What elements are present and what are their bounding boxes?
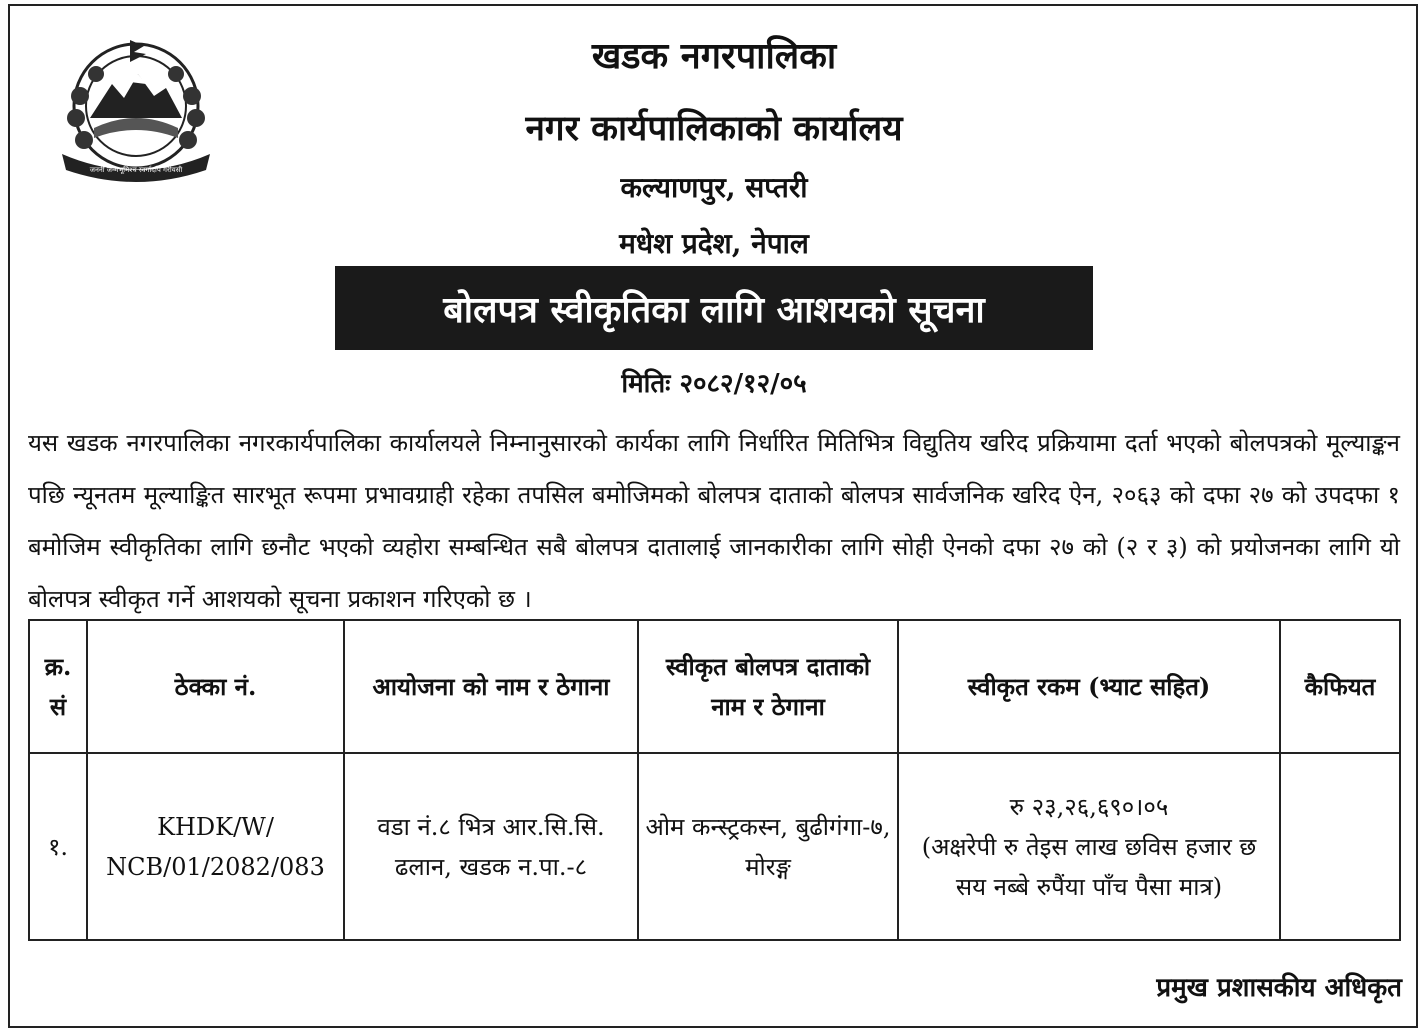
cell-contract: KHDK/W/ NCB/01/2082/083 (87, 753, 344, 940)
cell-amount (898, 753, 1280, 940)
col-header-contract: ठेक्का नं. (87, 620, 344, 753)
bid-acceptance-table (28, 619, 1401, 941)
notice-title-banner (335, 266, 1093, 350)
amount-in-words: (अक्षरेपी रु तेइस लाख छविस हजार छ सय नब्बे रुपैंया पाँच पैसा मात्र) (921, 832, 1257, 901)
col-header-project: आयोजना को नाम र ठेगाना (344, 620, 638, 753)
office-location: कल्याणपुर, सप्तरी (620, 171, 808, 204)
notice-date: मितिः २०८२/१२/०५ (621, 369, 807, 399)
table-header-row (29, 620, 1400, 753)
office-name: नगर कार्यपालिकाको कार्यालय (525, 108, 903, 149)
svg-text:जननी जन्मभूमिश्च स्वर्गादपि गर: जननी जन्मभूमिश्च स्वर्गादपि गरीयसी (89, 166, 183, 174)
cell-remarks (1280, 753, 1400, 940)
notice-body: यस खडक नगरपालिका नगरकार्यपालिका कार्यालयले निम्नानुसारको कार्यका लागि निर्धारित मितिभित्र विद्युतिय खरिद प्रक्रियामा दर्ता भएको बोलपत्रको मूल्याङ्कन पछि न्यूनतम मूल्याङ्कित सारभूत रूपमा प्रभावग्राही रहेका तपसिल बमोजिमको बोलपत्र दाताको बोलपत्र सार्वजनिक खरिद ऐन, २०६३ को दफा २७ को उपदफा १ बमोजिम स्वीकृतिका लागि छनौट भएको व्यहोरा सम्बन्धित सबै बोलपत्र दातालाई जानकारीका लागि सोही ऐनको दफा २७ को (२ र ३) को प्रयोजनका लागि यो बोलपत्र स्वीकृत गर्ने आशयको सूचना प्रकाशन गरिएको छ । (28, 429, 1400, 613)
municipality-name: खडक नगरपालिका (591, 35, 837, 77)
table-row (29, 753, 1400, 940)
signatory-title: प्रमुख प्रशासकीय अधिकृत (1156, 973, 1402, 1003)
col-header-amount: स्वीकृत रकम (भ्याट सहित) (898, 620, 1280, 753)
cell-bidder: ओम कन्स्ट्रकस्न, बुढीगंगा-७, मोरङ्ग (638, 753, 898, 940)
col-header-sn: क्र. सं (29, 620, 87, 753)
cell-sn: १. (29, 753, 87, 940)
cell-project: वडा नं.८ भित्र आर.सि.सि. ढलान, खडक न.पा.-८ (344, 753, 638, 940)
notice-title: बोलपत्र स्वीकृतिका लागि आशयको सूचना (443, 288, 985, 331)
col-header-bidder: स्वीकृत बोलपत्र दाताको नाम र ठेगाना (638, 620, 898, 753)
amount-figure: रु २३,२६,६९०।०५ (1009, 792, 1169, 821)
col-header-remarks: कैफियत (1280, 620, 1400, 753)
province-name: मधेश प्रदेश, नेपाल (619, 227, 809, 260)
